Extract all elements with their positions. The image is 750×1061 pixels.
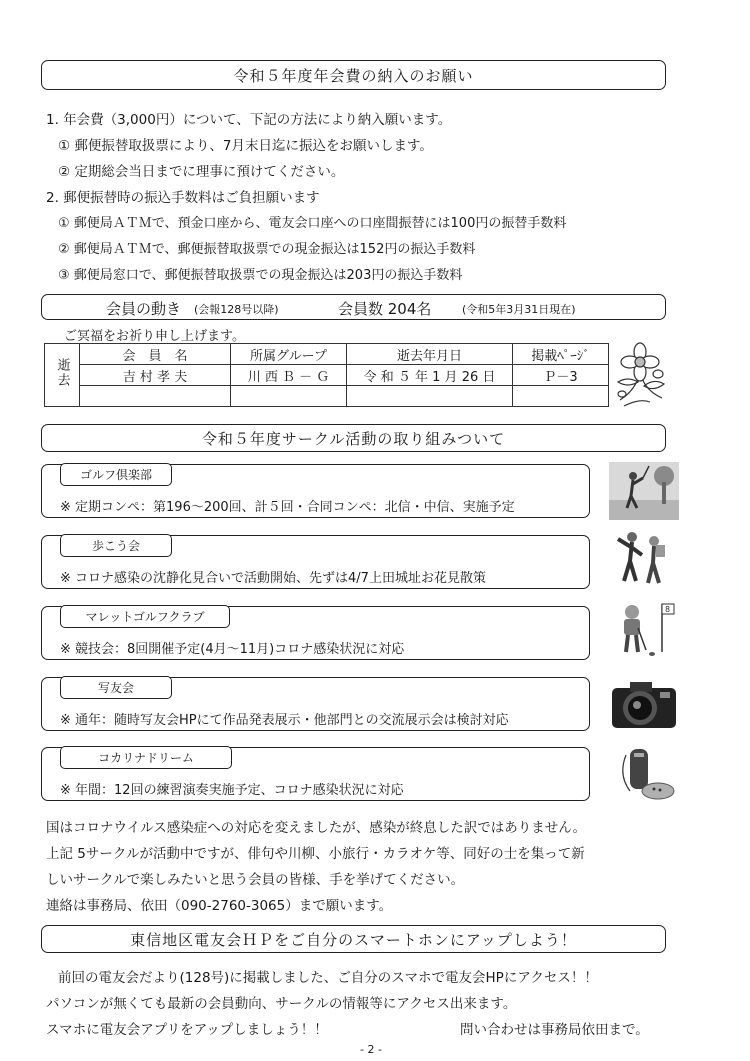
- circle-walking-name: 歩こう会: [60, 534, 172, 557]
- fee-line-2c: ③ 郵便局窓口で、郵便振替取扱票での現金振込は203円の振込手数料: [58, 268, 463, 283]
- notice-line-3: しいサークルで楽しみたいと思う会員の皆様、手を挙げてください。: [46, 872, 465, 888]
- header-group: 所属グループ: [231, 344, 347, 365]
- page-number: - 2 -: [360, 1043, 382, 1056]
- hp-title: 東信地区電友会ＨＰをご自分のスマートホンにアップしよう！: [41, 925, 666, 953]
- condolence-text: ご冥福をお祈り申し上げます。: [64, 329, 245, 344]
- deceased-date: 令 和 ５ 年 1 月 26 日: [347, 365, 513, 386]
- flower-icon: [610, 342, 670, 412]
- header-page: 掲載ﾍﾟｰｼﾞ: [513, 344, 609, 365]
- header-member-name: 会 員 名: [80, 344, 231, 365]
- members-header: [41, 294, 666, 320]
- fee-line-2: 2. 郵便振替時の振込手数料はご負担願います: [46, 190, 320, 206]
- deceased-name: 吉 村 孝 夫: [80, 365, 231, 386]
- fee-line-1a: ① 郵便振替取扱票により、7月末日迄に振込をお願いします。: [58, 138, 433, 154]
- walkers-icon: [610, 527, 674, 587]
- deceased-header-row: [45, 344, 609, 365]
- deceased-table: [44, 343, 609, 407]
- header-date: 逝去年月日: [347, 344, 513, 365]
- circle-photo-name: 写友会: [60, 676, 172, 699]
- notice-line-1: 国はコロナウイルス感染症への対応を変えましたが、感染が終息した訳ではありません。: [46, 820, 586, 836]
- hp-line-2: パソコンが無くても最新の会員動向、サークルの情報等にアクセス出来ます。: [46, 996, 517, 1012]
- circle-photo-text: ※ 通年：随時写友会HPにて作品発表展示・他部門との交流展示会は検討対応: [60, 713, 509, 728]
- deceased-group: 川 西 Ｂ － Ｇ: [231, 365, 347, 386]
- fee-line-1: 1. 年会費（3,000円）について、下記の方法により納入願います。: [46, 112, 452, 128]
- circles-title: 令和５年度サークル活動の取り組みついて: [41, 424, 666, 452]
- ocarina-icon: [612, 745, 676, 803]
- circle-mallet-golf-text: ※ 競技会：8回開催予定(4月～11月)コロナ感染状況に対応: [60, 642, 405, 657]
- members-title: 会員の動き: [106, 300, 182, 318]
- deceased-label: 逝去: [45, 344, 80, 407]
- circle-golf: [41, 464, 590, 518]
- members-title-note: (会報128号以降): [194, 303, 279, 316]
- fee-section-title: 令和５年度年会費の納入のお願い: [41, 60, 666, 90]
- fee-line-2a: ① 郵便局ＡＴＭで、預金口座から、電友会口座への口座間振替には100円の振替手数料: [58, 216, 567, 231]
- circle-mallet-golf-name: マレットゴルフクラブ: [60, 605, 230, 628]
- deceased-row: [45, 365, 609, 386]
- svg-text:8: 8: [665, 605, 671, 614]
- fee-line-2b: ② 郵便局ＡＴＭで、郵便振替取扱票での現金振込は152円の振込手数料: [58, 242, 476, 257]
- circle-walking-text: ※ コロナ感染の沈静化見合いで活動開始、先ずは4/7上田城址お花見散策: [60, 571, 486, 586]
- hp-line-3: スマホに電友会アプリをアップしましょう！！: [46, 1022, 328, 1038]
- members-count: 会員数 204名: [338, 300, 432, 318]
- circle-walking: [41, 535, 590, 589]
- golfer-icon: [609, 462, 679, 520]
- deceased-page: Ｐ－3: [513, 365, 609, 386]
- members-count-note: (令和5年3月31日現在): [462, 303, 576, 316]
- fee-line-1b: ② 定期総会当日までに理事に預けてください。: [58, 164, 345, 180]
- mallet-golf-icon: [612, 600, 676, 660]
- circle-mallet-golf: [41, 606, 590, 660]
- circle-kokarina: [41, 747, 590, 801]
- notice-line-4: 連絡は事務局、依田（090-2760-3065）まで願います。: [46, 898, 393, 914]
- circle-golf-text: ※ 定期コンペ：第196～200回、計５回・合同コンペ：北信・中信、実施予定: [60, 500, 515, 515]
- circle-kokarina-name: コカリナドリーム: [60, 746, 232, 769]
- camera-icon: [608, 676, 680, 734]
- deceased-empty-row: [45, 386, 609, 407]
- hp-line-1: 前回の電友会だより(128号)に掲載しました、ご自分のスマホで電友会HPにアクセス！！: [58, 970, 598, 986]
- circle-golf-name: ゴルフ倶楽部: [60, 463, 172, 486]
- notice-line-2: 上記 5サークルが活動中ですが、俳句や川柳、小旅行・カラオケ等、同好の士を集って新: [46, 846, 585, 862]
- circle-photo: [41, 677, 590, 731]
- circle-kokarina-text: ※ 年間：12回の練習演奏実施予定、コロナ感染状況に対応: [60, 783, 404, 798]
- hp-contact: 問い合わせは事務局依田まで。: [460, 1022, 649, 1038]
